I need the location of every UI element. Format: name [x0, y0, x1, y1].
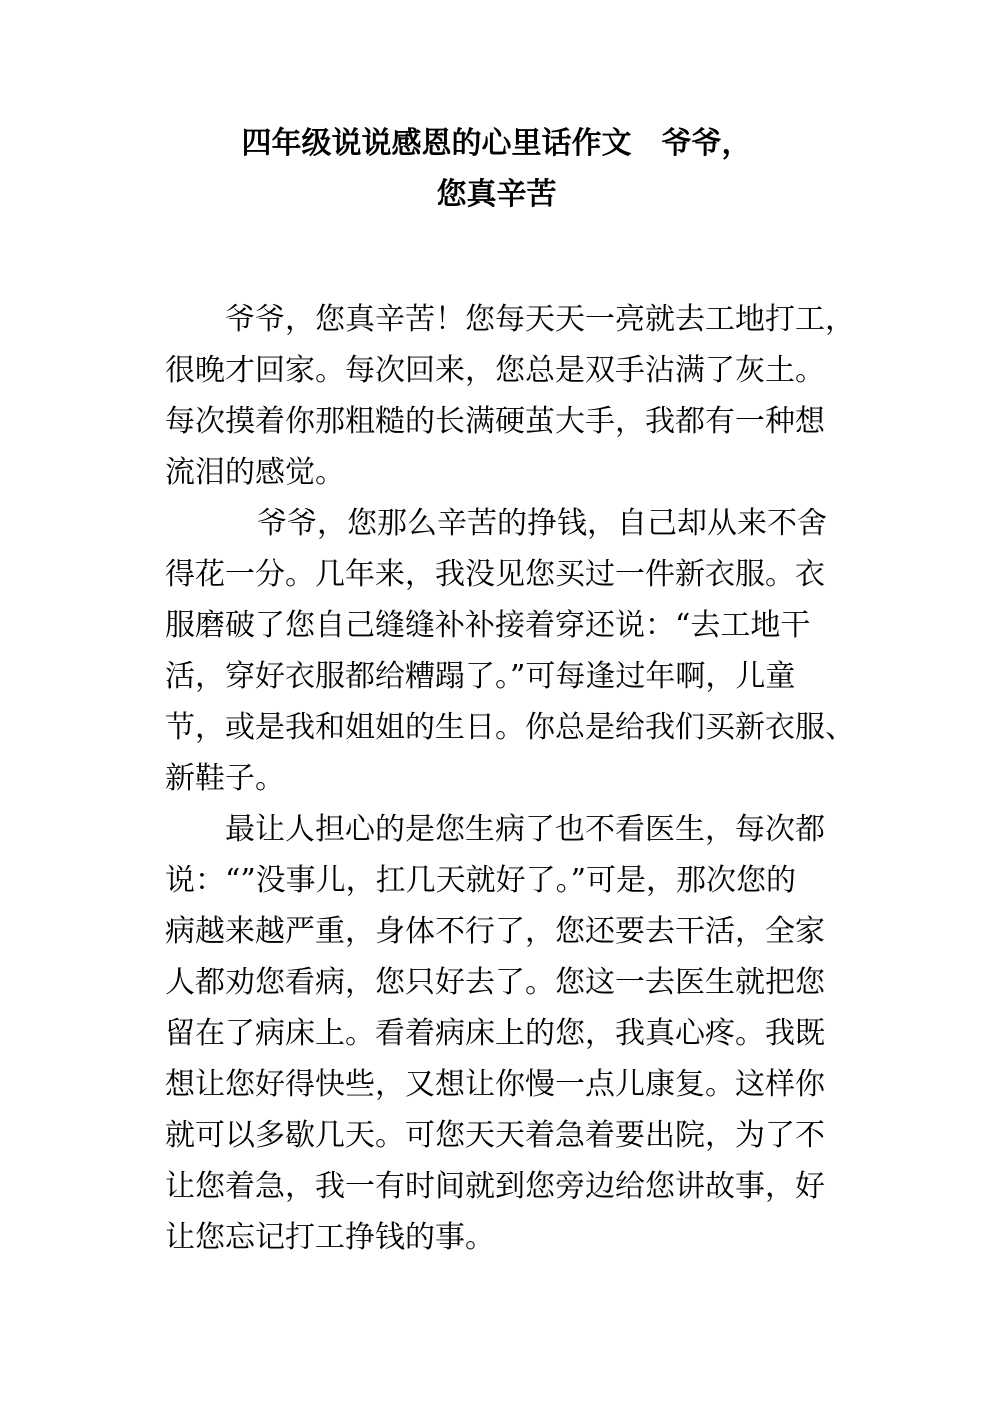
document-title	[120, 118, 873, 220]
text-line: 想让您好得快些，又想让你慢一点儿康复。这样你	[165, 1067, 825, 1102]
text-line: 服磨破了您自己缝缝补补接着穿还说：“去工地干	[165, 608, 811, 643]
text-line: 节，或是我和姐姐的生日。你总是给我们买新衣服、	[165, 710, 855, 745]
text-line: 爷爷，您真辛苦！您每天天一亮就去工地打工，	[225, 302, 855, 337]
text-line: 就可以多歇几天。可您天天着急着要出院，为了不	[165, 1118, 825, 1153]
text-line: 病越来越严重，身体不行了，您还要去干活，全家	[165, 914, 825, 949]
paragraph-2	[165, 498, 855, 804]
title-line-2: 您真辛苦	[436, 177, 557, 212]
text-line: 流泪的感觉。	[165, 455, 345, 490]
text-line: 很晚才回家。每次回来，您总是双手沾满了灰土。	[165, 353, 825, 388]
text-line: 每次摸着你那粗糙的长满硬茧大手，我都有一种想	[165, 404, 825, 439]
text-line: 说：“”没事儿，扛几天就好了。”可是，那次您的	[165, 863, 797, 898]
paragraph-1	[165, 294, 855, 498]
text-line: 人都劝您看病，您只好去了。您这一去医生就把您	[165, 965, 825, 1000]
text-line: 最让人担心的是您生病了也不看医生，每次都	[225, 812, 825, 847]
essay-body	[165, 294, 855, 1263]
text-line: 爷爷，您那么辛苦的挣钱，自己却从来不舍	[257, 506, 827, 541]
text-line: 让您着急，我一有时间就到您旁边给您讲故事，好	[165, 1169, 825, 1204]
paragraph-3	[165, 804, 845, 1263]
text-line: 新鞋子。	[165, 761, 285, 796]
text-line: 让您忘记打工挣钱的事。	[165, 1220, 495, 1255]
text-line: 活，穿好衣服都给糟蹋了。”可每逢过年啊，儿童	[165, 659, 796, 694]
text-line: 留在了病床上。看着病床上的您，我真心疼。我既	[165, 1016, 825, 1051]
title-line-1: 四年级说说感恩的心里话作文 爷爷，	[241, 126, 752, 161]
text-line: 得花一分。几年来，我没见您买过一件新衣服。衣	[165, 557, 825, 592]
